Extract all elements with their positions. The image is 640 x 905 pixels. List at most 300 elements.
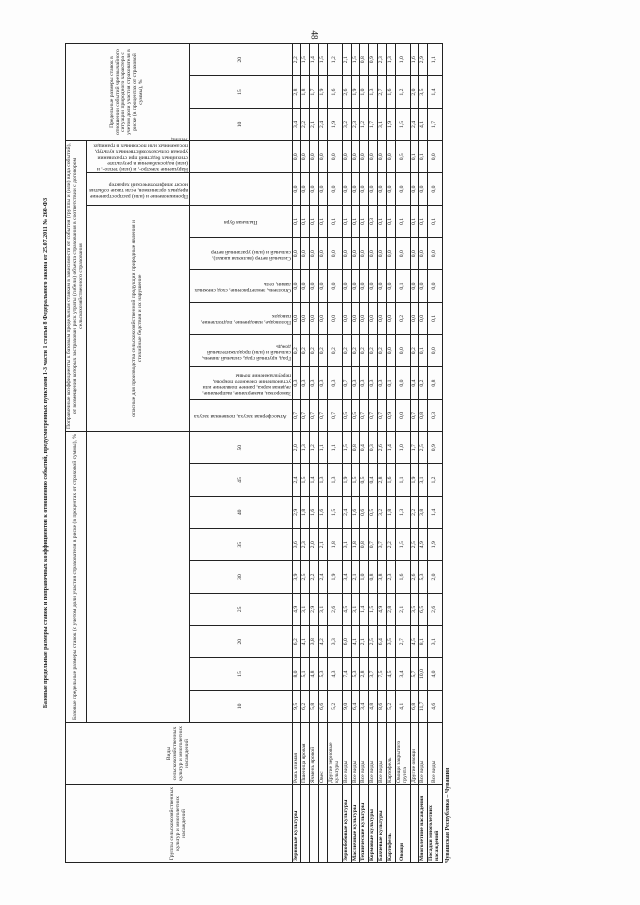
header-pct-col: 50 [189, 432, 292, 464]
max-rate-cell: 2,1 [342, 44, 351, 76]
base-rate-cell: 7,4 [342, 658, 351, 690]
coef-cell: 0,7 [319, 399, 328, 431]
base-rate-cell: 3,1 [428, 626, 443, 658]
base-rate-cell: 1,6 [395, 561, 410, 593]
base-rate-cell: 3,7 [369, 658, 378, 690]
coef-cell: 0,3 [369, 205, 378, 237]
max-rate-cell: 1,5 [351, 44, 360, 76]
table-row [292, 44, 301, 863]
base-rate-cell: 1,9 [428, 529, 443, 561]
max-rate-cell: 1,3 [369, 76, 378, 108]
base-rate-cell: 4,5 [387, 658, 396, 690]
coef-cell: 0,4 [410, 367, 419, 399]
base-rate-cell: 3,8 [378, 561, 387, 593]
base-rate-cell: 1,5 [328, 496, 343, 528]
coef-cell: 0,1 [419, 335, 428, 367]
max-rate-cell: 1,9 [319, 76, 328, 108]
coef-cell: 0,0 [342, 173, 351, 205]
coef-cell: 0,3 [310, 367, 319, 399]
row-crop: Все виды [351, 723, 360, 785]
max-rate-cell: 2,8 [292, 76, 301, 108]
coef-cell: 0,0 [378, 173, 387, 205]
table-row [369, 44, 378, 863]
header-coef-col [189, 302, 292, 334]
coef-cell: 0,7 [410, 399, 419, 431]
base-rate-cell: 2,8 [387, 593, 396, 625]
base-rate-cell: 1,2 [310, 432, 319, 464]
coef-cell: 0,0 [369, 270, 378, 302]
header-coef-col-blank [189, 141, 292, 173]
coef-cell: 0,0 [378, 302, 387, 334]
base-rate-cell: 4,8 [310, 658, 319, 690]
header-group: Группы сельскохозяйственных культур и многолетних насаждений [66, 785, 293, 863]
coef-cell: 0,3 [292, 367, 301, 399]
base-rate-cell: 4,1 [301, 626, 310, 658]
base-rate-cell: 6,4 [351, 690, 360, 722]
coef-cell: 0,0 [319, 270, 328, 302]
base-rate-cell: 2,2 [387, 529, 396, 561]
base-rate-cell: 4,8 [369, 690, 378, 722]
row-crop: Овес [319, 723, 328, 785]
base-rate-cell: 1,6 [351, 496, 360, 528]
base-rate-cell: 1,9 [410, 464, 419, 496]
table-row [410, 44, 419, 863]
base-rate-cell: 3,7 [378, 529, 387, 561]
coef-cell: 0,0 [387, 173, 396, 205]
coef-cell: 0,8 [428, 367, 443, 399]
max-rate-cell: 2,4 [319, 108, 328, 140]
coef-cell: 0,2 [319, 335, 328, 367]
row-group: Масличные культуры [351, 785, 360, 863]
header-pct-col: 25 [189, 593, 292, 625]
base-rate-cell: 0,8 [351, 432, 360, 464]
base-rate-cell: 4,6 [428, 690, 443, 722]
header-coefficients: Поправочные коэффициенты к базовым предельным ставкам в зависимости от события (группы и (или) вида событий), от возмещения которых застрахован риск утраты (гибели) объекта страхования в соответствии с договором сельскохозяйственного страхования [66, 141, 87, 432]
coef-cell: 0,0 [301, 270, 310, 302]
max-rate-cell: 1,2 [360, 108, 369, 140]
header-coef-col-text: Атмосферная засуха, почвенная засуха [194, 413, 287, 420]
coef-cell: 0,0 [428, 335, 443, 367]
coef-cell: 0,0 [395, 367, 410, 399]
header-coef-sub2-text: Проникновение и (или) распространение вредных организмов, если такие события носят эпифитотический характер [88, 181, 188, 199]
base-rate-cell: 1,2 [428, 464, 443, 496]
coef-cell: 0,7 [378, 399, 387, 431]
coef-cell: 0,0 [328, 141, 343, 173]
coef-cell: 0,1 [387, 367, 396, 399]
coef-cell: 0,0 [410, 173, 419, 205]
base-rate-cell: 3,4 [342, 561, 351, 593]
coef-cell: 0,0 [301, 238, 310, 270]
base-rate-cell: 2,5 [410, 529, 419, 561]
coef-cell: 0,0 [378, 141, 387, 173]
row-group: Зерновые культуры [292, 785, 301, 863]
coef-cell: 0,2 [360, 335, 369, 367]
coef-cell: 0,0 [342, 270, 351, 302]
coef-cell: 0,1 [410, 205, 419, 237]
base-rate-cell: 1,1 [328, 432, 343, 464]
header-pct-col: 10 [189, 690, 292, 722]
coef-cell: 0,0 [342, 238, 351, 270]
base-rate-cell: 5,1 [301, 658, 310, 690]
max-rate-cell: 1,5 [319, 44, 328, 76]
row-crop: Другие зерновые культуры [328, 723, 343, 785]
max-rate-cell: 4,1 [419, 108, 428, 140]
max-rate-cell: 1,7 [310, 76, 319, 108]
base-rate-cell: 3,8 [310, 626, 319, 658]
coef-cell: 0,0 [395, 238, 410, 270]
base-rate-cell: 4,9 [378, 593, 387, 625]
base-rate-cell: 3,5 [410, 593, 419, 625]
row-crop: Все виды [342, 723, 351, 785]
max-rate-cell: 1,9 [351, 76, 360, 108]
base-rate-cell: 6,2 [301, 690, 310, 722]
coef-cell: 0,0 [360, 238, 369, 270]
max-rate-cell: 1,7 [369, 108, 378, 140]
row-crop: Все виды [428, 723, 443, 785]
base-rate-cell: 2,3 [387, 561, 396, 593]
row-group [310, 785, 319, 863]
coef-cell: 0,0 [369, 173, 378, 205]
coef-cell: 0,0 [369, 302, 378, 334]
base-rate-cell: 0,4 [360, 432, 369, 464]
coef-cell: 0,0 [419, 238, 428, 270]
row-group [301, 785, 310, 863]
coef-cell: 0,0 [428, 238, 443, 270]
base-rate-cell: 0,8 [360, 529, 369, 561]
base-rate-cell: 2,9 [310, 593, 319, 625]
header-coef-col [189, 367, 292, 399]
max-rate-cell: 1,5 [395, 108, 410, 140]
header-pct-col: 40 [189, 496, 292, 528]
coef-cell: 0,3 [328, 367, 343, 399]
table-row [419, 44, 428, 863]
coef-cell: 0,0 [292, 141, 301, 173]
base-rate-cell: 1,4 [360, 593, 369, 625]
max-rate-cell: 1,5 [301, 44, 310, 76]
base-rate-cell: 6,0 [342, 626, 351, 658]
coef-cell: 0,0 [351, 173, 360, 205]
max-rate-cell: 2,7 [378, 76, 387, 108]
coef-cell: 0,0 [351, 302, 360, 334]
table-body [292, 44, 442, 863]
max-rate-cell: 2,2 [301, 108, 310, 140]
header-coef-col-text: Сильный ветер (включая шквал), сильный и (или) ураганный ветер [210, 248, 291, 261]
base-rate-cell: 3,1 [342, 529, 351, 561]
coef-cell: 0,7 [360, 399, 369, 431]
row-crop: Рожь озимая [292, 723, 301, 785]
max-rate-cell: 3,1 [378, 108, 387, 140]
header-max-rates: Предельные размеры ставок в отношении событий чрезвычайного ситуации природного характера с учетом доли участия страхователя в риске (в процентах от страховой суммы), % [66, 44, 190, 141]
base-rate-cell: 2,8 [360, 658, 369, 690]
base-rate-cell: 1,9 [328, 561, 343, 593]
base-rate-cell: 6,6 [319, 690, 328, 722]
base-rate-cell: 2,1 [319, 529, 328, 561]
base-rate-cell: 3,3 [328, 626, 343, 658]
base-rate-cell: 3,4 [395, 658, 410, 690]
table-row [328, 44, 343, 863]
coef-cell: 0,9 [387, 399, 396, 431]
coef-cell: 0,1 [395, 270, 410, 302]
max-rate-cell: 3,5 [419, 76, 428, 108]
base-rate-cell: 4,1 [351, 626, 360, 658]
base-rate-cell: 2,6 [410, 561, 419, 593]
base-rate-cell: 4,2 [319, 626, 328, 658]
coef-cell: 0,0 [301, 141, 310, 173]
base-rate-cell: 2,7 [395, 626, 410, 658]
base-rate-cell: 1,3 [328, 464, 343, 496]
coef-cell: 0,0 [301, 302, 310, 334]
coef-cell: 0,7 [301, 399, 310, 431]
coef-cell: 0,0 [387, 335, 396, 367]
max-rate-cell: 1,6 [328, 76, 343, 108]
base-rate-cell: 2,0 [310, 529, 319, 561]
base-rate-cell: 2,1 [351, 561, 360, 593]
row-crop: Пшеница яровая [301, 723, 310, 785]
coef-cell: 0,0 [360, 270, 369, 302]
base-rate-cell: 5,8 [310, 690, 319, 722]
max-rate-cell: 2,3 [351, 108, 360, 140]
coef-cell: 0,0 [351, 270, 360, 302]
coef-cell: 0,0 [360, 141, 369, 173]
base-rate-cell: 3,8 [419, 496, 428, 528]
base-rate-cell: 1,6 [310, 496, 319, 528]
coef-cell: 0,1 [395, 205, 410, 237]
page-number: 48 [309, 30, 320, 40]
coef-cell: 0,7 [328, 399, 343, 431]
coef-cell: 0,0 [369, 238, 378, 270]
base-rate-cell: 2,4 [342, 496, 351, 528]
base-rate-cell: 1,5 [342, 432, 351, 464]
base-rate-cell: 3,1 [419, 464, 428, 496]
row-crop: Все виды [378, 723, 387, 785]
header-crop: Виды сельскохозяйственных культур и многолетних насаждений [66, 723, 293, 785]
base-rate-cell: 1,5 [301, 464, 310, 496]
header-coef-sub1: опасные для производства сельскохозяйственной продукции природные явления и стихийные бедствия и их нарушение [86, 205, 189, 431]
header-coef-col-text: Оползень, землетрясение, сход снежных лавин, сель [194, 281, 291, 293]
coef-cell: 0,7 [310, 399, 319, 431]
coef-cell: 0,0 [292, 302, 301, 334]
coef-cell: 0,3 [351, 367, 360, 399]
coef-cell: 0,0 [378, 270, 387, 302]
table-row [301, 44, 310, 863]
base-rate-cell: 3,5 [387, 626, 396, 658]
base-rate-cell: 0,6 [360, 496, 369, 528]
base-rate-cell: 2,6 [428, 593, 443, 625]
base-rate-cell: 2,0 [428, 561, 443, 593]
base-rate-cell: 1,0 [395, 432, 410, 464]
coef-cell: 0,2 [310, 335, 319, 367]
coef-cell: 0,3 [369, 367, 378, 399]
base-rate-cell: 1,1 [319, 432, 328, 464]
coef-cell: 0,3 [428, 399, 443, 431]
base-rate-cell: 2,5 [301, 561, 310, 593]
coef-cell: 0,7 [342, 367, 351, 399]
row-group: Зернобобовые культуры [342, 785, 351, 863]
coef-cell: 0,0 [360, 302, 369, 334]
coef-cell: 0,0 [328, 302, 343, 334]
row-group: Многолетние насаждения [419, 785, 428, 863]
base-rate-cell: 10,0 [419, 658, 428, 690]
base-rate-cell: 2,4 [319, 561, 328, 593]
coef-cell: 0,1 [419, 141, 428, 173]
base-rate-cell: 1,4 [387, 432, 396, 464]
base-rate-cell: 1,0 [360, 561, 369, 593]
base-rate-cell: 1,5 [369, 593, 378, 625]
header-max-col: 15 [189, 76, 292, 108]
row-crop: Все виды [419, 723, 428, 785]
coef-cell: 0,0 [310, 302, 319, 334]
coef-cell: 0,0 [292, 173, 301, 205]
header-coef-col [189, 399, 292, 431]
coef-cell: 0,3 [378, 367, 387, 399]
row-group: Кормовые культуры [369, 785, 378, 863]
coef-cell: 0,1 [428, 302, 443, 334]
base-rate-cell: 1,3 [301, 432, 310, 464]
coef-cell: 0,2 [369, 335, 378, 367]
coef-cell: 0,0 [387, 302, 396, 334]
header-max-col: 20 [189, 44, 292, 76]
base-rate-cell: 0,9 [428, 432, 443, 464]
coef-cell: 0,0 [319, 238, 328, 270]
max-rate-cell: 1,9 [387, 108, 396, 140]
coef-cell: 0,0 [319, 141, 328, 173]
coef-cell: 0,0 [319, 173, 328, 205]
max-rate-cell: 1,9 [328, 108, 343, 140]
header-base-rates: Базовые предельные размеры ставок (с учетом доли участия страхователя в риске (в процентах от страховой суммы), % [66, 432, 87, 723]
base-rate-cell: 1,3 [319, 464, 328, 496]
base-rate-cell: 4,9 [292, 593, 301, 625]
table-row [360, 44, 369, 863]
coef-cell: 0,0 [310, 270, 319, 302]
row-group: Технические культуры [360, 785, 369, 863]
table-title: Базовые предельные размеры ставок и поправочных коэффициентов к отношению событий, предусмотренных пунктами 1-3 части 1 статьи 8 Федерального закона от 25.07.2011 № 260-ФЗ [43, 197, 49, 709]
coef-cell: 0,5 [395, 141, 410, 173]
row-group: Овощи [395, 785, 410, 863]
coef-cell: 0,2 [351, 335, 360, 367]
header-coef-sub3-text: Нарушение электро-, и (или) тепло-, и (или) водоснабжения в результате стихийных бедствий при страховании урожая сельскохозяйственных культур, посаженных или посеянных в границах теплиц [92, 137, 188, 173]
header-pct-col: 15 [189, 658, 292, 690]
base-rate-cell: 2,6 [378, 432, 387, 464]
base-rate-cell: 4,5 [342, 593, 351, 625]
base-rate-cell: 3,2 [378, 496, 387, 528]
coef-cell: 0,0 [395, 173, 410, 205]
base-rate-cell: 5,2 [328, 690, 343, 722]
base-rate-cell: 6,2 [292, 626, 301, 658]
base-rate-cell: 1,8 [387, 496, 396, 528]
rotated-table-sheet [41, 43, 601, 863]
max-rate-cell: 2,6 [342, 76, 351, 108]
base-rate-cell: 5,3 [319, 658, 328, 690]
coef-cell: 0,1 [328, 205, 343, 237]
coef-cell: 0,0 [378, 238, 387, 270]
max-rate-cell: 1,6 [410, 44, 419, 76]
base-rate-cell: 1,8 [301, 496, 310, 528]
base-rate-cell: 2,5 [369, 626, 378, 658]
base-rate-cell: 6,4 [378, 626, 387, 658]
row-crop: Ячмень яровой [310, 723, 319, 785]
base-rate-cell: 1,1 [395, 464, 410, 496]
header-coef-col [189, 238, 292, 270]
base-rate-cell: 2,5 [419, 432, 428, 464]
header-base-blank [86, 432, 189, 723]
base-rate-cell: 2,1 [360, 626, 369, 658]
base-rate-cell: 1,6 [319, 496, 328, 528]
header-coef-col-text: Заморозки, вымерзание, выпревание, ледяная корка, раннее появление или установление снежного покрова, переувлажнение почвы [201, 372, 291, 396]
max-rate-cell: 1,7 [428, 108, 443, 140]
max-rate-cell: 0,8 [360, 44, 369, 76]
coef-cell: 0,0 [310, 238, 319, 270]
max-rate-cell: 1,0 [360, 76, 369, 108]
coef-cell: 0,1 [387, 205, 396, 237]
coef-cell: 0,0 [419, 270, 428, 302]
coef-cell: 0,0 [328, 238, 343, 270]
coef-cell: 0,0 [301, 173, 310, 205]
header-pct-col: 30 [189, 561, 292, 593]
coef-cell: 0,0 [410, 302, 419, 334]
header-coef-sub2 [86, 173, 189, 205]
base-rate-cell: 0,4 [369, 464, 378, 496]
base-rate-cell: 2,4 [292, 464, 301, 496]
base-rate-cell: 5,7 [410, 658, 419, 690]
max-rate-cell: 1,6 [387, 76, 396, 108]
base-rate-cell: 2,1 [395, 593, 410, 625]
header-coef-col [189, 205, 292, 237]
max-rate-cell: 2,0 [410, 76, 419, 108]
base-rate-cell: 6,5 [419, 593, 428, 625]
coef-cell: 0,8 [419, 399, 428, 431]
coef-cell: 0,0 [387, 141, 396, 173]
base-rate-cell: 3,4 [360, 690, 369, 722]
max-rate-cell: 1,2 [328, 44, 343, 76]
coef-cell: 0,0 [395, 399, 410, 431]
row-group: Посадки многолетних насаждений [428, 785, 443, 863]
base-rate-cell: 0,5 [360, 464, 369, 496]
header-coef-col-text: Град, крупный град, сильный ливень, сильный и (или) продолжительный дождь [201, 342, 291, 361]
header-pct-col: 35 [189, 529, 292, 561]
max-rate-cell: 1,4 [428, 76, 443, 108]
base-rate-cell: 3,1 [319, 593, 328, 625]
base-rate-cell: 6,8 [410, 690, 419, 722]
base-rate-cell: 7,5 [378, 658, 387, 690]
coef-cell: 0,2 [292, 335, 301, 367]
coef-cell: 0,2 [378, 335, 387, 367]
table-row [378, 44, 387, 863]
max-rate-cell: 3,2 [342, 108, 351, 140]
base-rate-cell: 5,3 [419, 561, 428, 593]
coef-cell: 0,0 [328, 270, 343, 302]
coef-cell: 0,1 [360, 205, 369, 237]
coef-cell: 0,2 [395, 302, 410, 334]
max-rate-cell: 1,1 [428, 44, 443, 76]
base-rate-cell: 8,1 [419, 626, 428, 658]
coef-cell: 0,0 [395, 335, 410, 367]
max-rate-cell: 1,4 [310, 44, 319, 76]
base-rate-cell: 1,7 [410, 432, 419, 464]
max-rate-cell: 1,2 [395, 76, 410, 108]
row-crop: Все виды [369, 723, 378, 785]
base-rate-cell: 5,2 [387, 690, 396, 722]
coef-cell: 0,0 [387, 270, 396, 302]
coef-cell: 0,2 [410, 335, 419, 367]
row-group [410, 785, 419, 863]
base-rate-cell: 2,8 [378, 464, 387, 496]
table-row [351, 44, 360, 863]
coef-cell: 0,2 [342, 335, 351, 367]
base-rate-cell: 1,6 [387, 464, 396, 496]
coef-cell: 0,0 [410, 270, 419, 302]
max-rate-cell: 2,1 [310, 108, 319, 140]
base-rate-cell: 1,5 [395, 529, 410, 561]
